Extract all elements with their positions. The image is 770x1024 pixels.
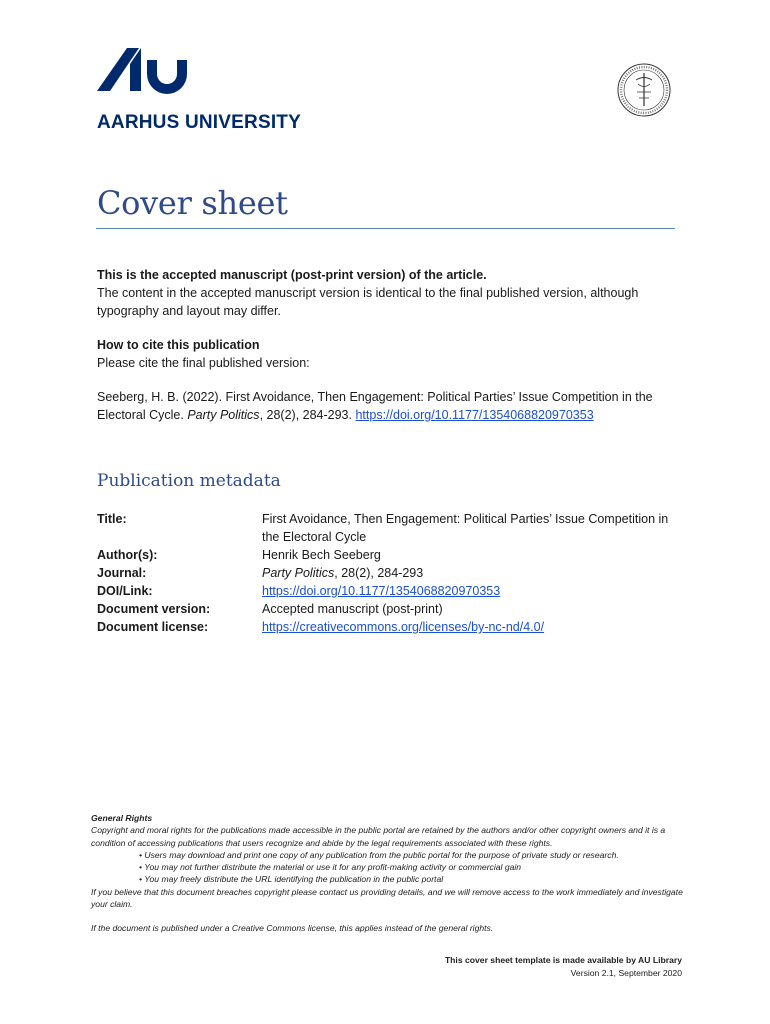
citation-journal: Party Politics: [187, 408, 260, 422]
footer-line1: This cover sheet template is made available by AU Library: [444, 955, 682, 965]
university-seal-icon: [616, 62, 672, 123]
meta-journal-rest: , 28(2), 284-293: [334, 566, 424, 580]
rights-heading: General Rights: [91, 813, 153, 823]
meta-journal-name: Party Politics: [262, 566, 335, 580]
meta-license-value: [262, 618, 682, 636]
citation: [97, 388, 677, 424]
meta-version-value: Accepted manuscript (post-print): [262, 602, 443, 616]
intro-text: The content in the accepted manuscript version is identical to the final published version, although typography and layout may differ.: [97, 286, 639, 318]
citation-doi-link[interactable]: https://doi.org/10.1177/1354068820970353: [355, 408, 594, 422]
meta-row-authors: [97, 546, 687, 564]
cite-heading: How to cite this publication: [97, 338, 260, 352]
footer-line2: Version 2.1, September 2020: [570, 967, 682, 978]
general-rights: [91, 812, 691, 935]
meta-label: Document version:: [97, 602, 211, 616]
cite-text: Please cite the final published version:: [97, 356, 310, 370]
rights-paragraph: Copyright and moral rights for the publications made accessible in the public portal are retained by the authors and/or other copyright owners and it is a condition of accessing publications that users recognize and abide by the legal requirements associated with these rights.: [91, 825, 666, 848]
citation-authors: Seeberg, H. B. (2022). First Avoidance, Then Engagement: Political Parties’ Issue Competition in the Electoral Cycle.: [97, 390, 653, 422]
intro-block: [97, 266, 677, 320]
university-name: AARHUS UNIVERSITY: [97, 112, 301, 133]
meta-row-journal: [97, 564, 687, 582]
rights-bullet: • You may freely distribute the URL identifying the publication in the public portal: [139, 874, 444, 885]
rights-paragraph: If you believe that this document breaches copyright please contact us providing details, and we will remove access to the work immediately and investigate your claim.: [91, 886, 683, 910]
meta-doi-link[interactable]: https://doi.org/10.1177/1354068820970353: [262, 584, 501, 598]
citation-rest: , 28(2), 284-293.: [259, 408, 356, 422]
metadata-table: [97, 510, 687, 636]
rights-bullet: • Users may download and print one copy of any publication from the public portal for the purpose of private study or research.: [139, 849, 619, 860]
meta-row-doi: [97, 582, 687, 600]
meta-title-value: First Avoidance, Then Engagement: Political Parties’ Issue Competition in the Electoral Cycle: [262, 512, 669, 544]
rights-paragraph: If the document is published under a Creative Commons license, this applies instead of the general rights.: [91, 923, 494, 934]
meta-label: DOI/Link:: [97, 584, 153, 598]
meta-label: Title:: [97, 512, 127, 526]
meta-label: Journal:: [97, 566, 147, 580]
cover-title: Cover sheet: [97, 184, 288, 222]
meta-doi-value: [262, 582, 682, 600]
title-divider: [96, 228, 675, 229]
meta-row-license: [97, 618, 687, 636]
meta-row-title: [97, 510, 687, 546]
rights-bullet: • You may not further distribute the material or use it for any profit-making activity or commercial gain: [139, 862, 522, 873]
template-footer: [445, 954, 682, 979]
meta-authors-value: Henrik Bech Seeberg: [262, 548, 381, 562]
cite-block: [97, 336, 677, 372]
meta-license-link[interactable]: https://creativecommons.org/licenses/by-nc-nd/4.0/: [262, 620, 545, 634]
metadata-section-title: Publication metadata: [97, 471, 281, 491]
meta-label: Document license:: [97, 620, 209, 634]
meta-label: Author(s):: [97, 548, 158, 562]
meta-row-version: [97, 600, 687, 618]
meta-journal-value: [262, 564, 682, 582]
intro-bold: This is the accepted manuscript (post-print version) of the article.: [97, 268, 487, 282]
au-logo-icon: [97, 46, 189, 94]
